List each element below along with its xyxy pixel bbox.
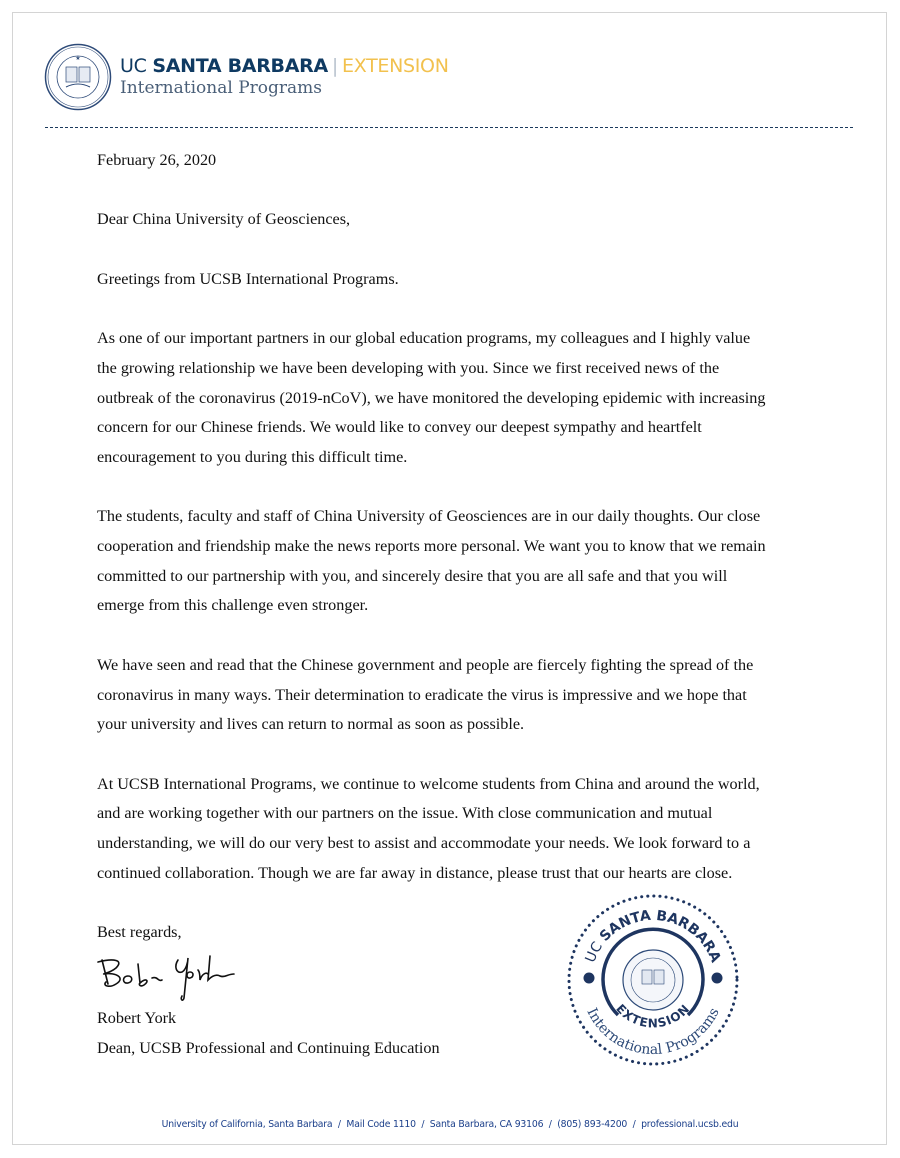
brand-separator: | [331,55,338,77]
paragraph-line: your university and lives can return to normal as soon as possible. [97,715,525,734]
paragraph-line: the growing relationship we have been developing with you. Since we first received news of the [97,358,720,377]
footer-address: University of California, Santa Barbara / Mail Code 1110 / Santa Barbara, CA 93106 / (805) 893-4200 / professional.ucsb.edu [161,1119,739,1130]
handwritten-signature [94,948,239,1006]
stamp-uc: UC [582,939,607,965]
brand-subtitle: International Programs [120,78,322,98]
letter-paragraph [97,502,827,621]
letter-greeting: Greetings from UCSB International Programs. [97,269,399,288]
brand-name: SANTA BARBARA [152,55,328,77]
signer-name: Robert York [97,1009,177,1027]
letter-paragraph [97,324,827,473]
paragraph-line: encouragement to you during this difficult time. [97,447,408,466]
letter-paragraph [97,770,827,889]
stamp-middle-text: EXTENSION [613,1001,693,1031]
paragraph-line: coronavirus in many ways. Their determination to eradicate the virus is impressive and we hope that [97,685,747,704]
brand-wordmark [120,55,449,98]
paragraph-line: As one of our important partners in our global education programs, my colleagues and I highly value [97,329,751,348]
paragraph-line: The students, faculty and staff of China University of Geosciences are in our daily thoughts. Our close [97,507,761,526]
letter-body [97,146,827,978]
paragraph-line: continued collaboration. Though we are far away in distance, please trust that our hearts are close. [97,863,733,882]
letter-closing: Best regards, [97,923,182,942]
letter-paragraph [97,651,827,740]
paragraph-line: understanding, we will do our very best to assist and accommodate your needs. We look forward to a [97,834,751,853]
paragraph-line: We have seen and read that the Chinese government and people are fiercely fighting the spread of the [97,655,754,674]
paragraph-line: outbreak of the coronavirus (2019-nCoV), we have monitored the developing epidemic with increasing [97,388,766,407]
paragraph-line: concern for our Chinese friends. We would like to convey our deepest sympathy and heartfelt [97,418,702,437]
brand-division: EXTENSION [341,55,449,77]
extension-stamp [563,890,743,1070]
signature-block [97,1004,440,1063]
paragraph-line: cooperation and friendship make the news reports more personal. We want you to know that we remain [97,537,766,556]
letter-date: February 26, 2020 [97,151,217,169]
letter-salutation: Dear China University of Geosciences, [97,210,351,229]
paragraph-line: emerge from this challenge even stronger. [97,596,369,615]
uc-seal-logo [44,43,112,111]
stamp-bottom-text: International Programs [583,1005,723,1059]
brand-uc: UC [120,55,147,77]
paragraph-line: committed to our partnership with you, and sincerely desire that you are all safe and that you will [97,566,728,585]
paragraph-line: At UCSB International Programs, we continue to welcome students from China and around the world, [97,774,760,793]
paragraph-line: and are working together with our partners on the issue. With close communication and mutual [97,804,713,823]
header-divider [45,127,853,128]
svg-text:★: ★ [75,56,81,62]
stamp-top-text: SANTA BARBARA [596,907,724,965]
signer-title: Dean, UCSB Professional and Continuing Education [97,1038,440,1057]
